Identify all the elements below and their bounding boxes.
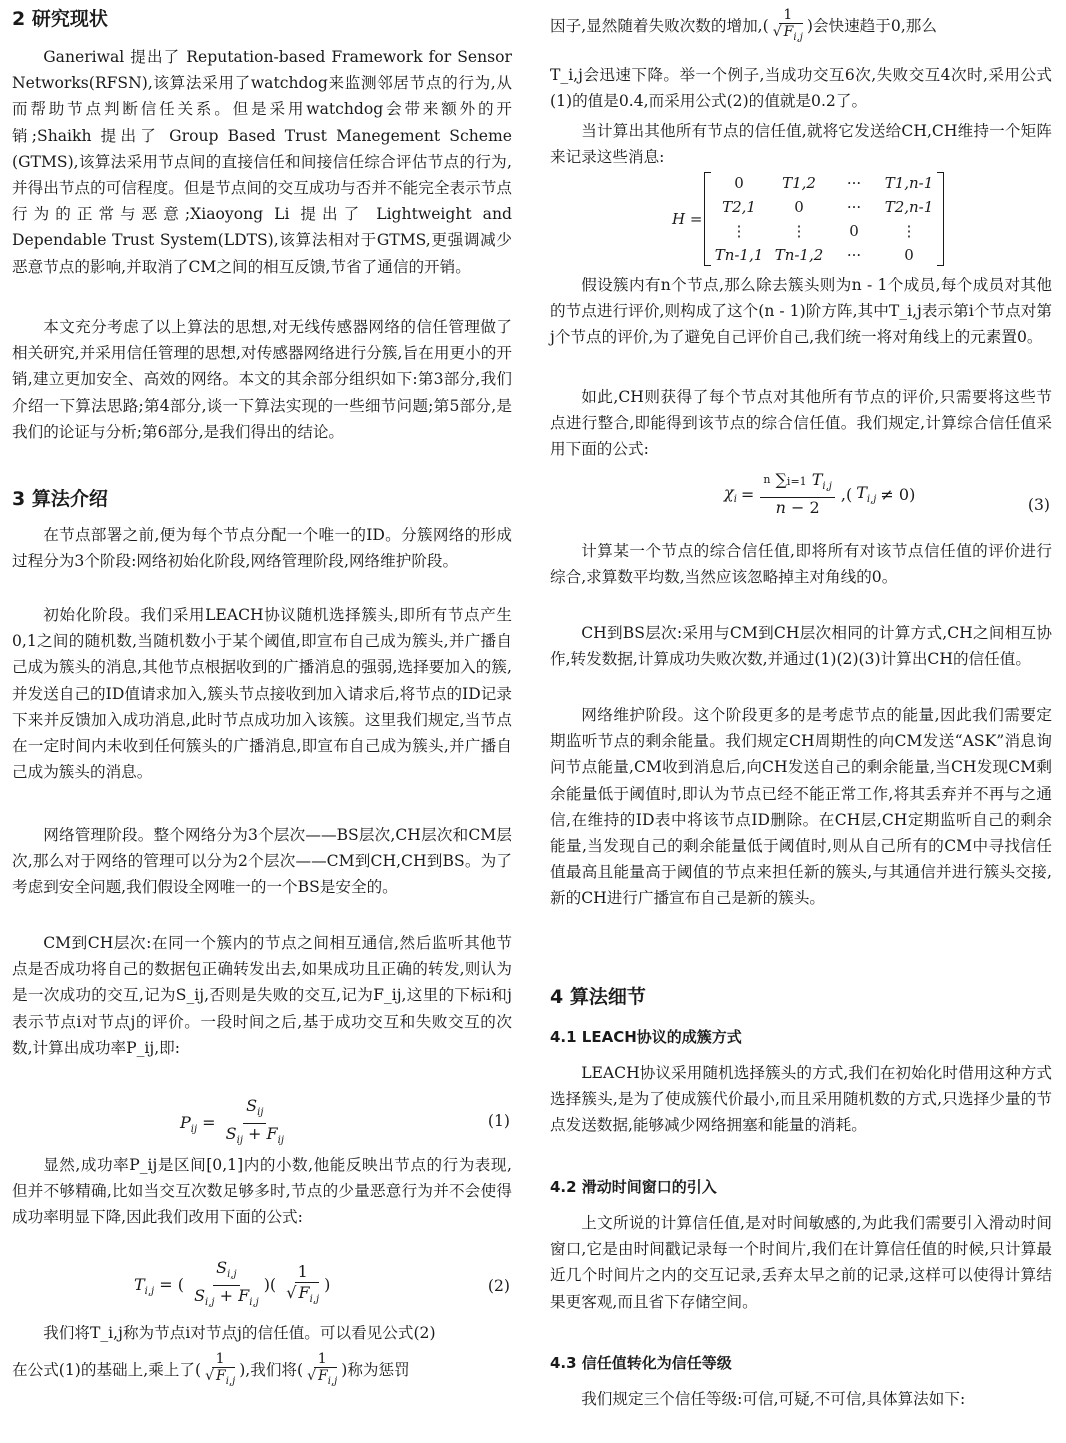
paragraph-leach: LEACH协议采用随机选择簇头的方式,我们在初始化时借用这种方式选择簇头,是为了使成簇代价最小,而且采用随机数的方式,只选择少量的节点发送数据,能够减少网络拥塞和能量的消耗。	[550, 1064, 1052, 1135]
equation-2	[12, 1258, 512, 1314]
paragraph-matrix-explain: 假设簇内有n个节点,那么除去簇头则为n - 1个成员,每个成员对其他的节点进行评价,则构成了这个(n - 1)阶方阵,其中T_i,j表示第i个节点对第j个节点的评价,为了避免自己评价自己,我们统一将对角线上的元素置0。	[550, 276, 1052, 347]
paragraph-trust-levels: 我们规定三个信任等级:可信,可疑,不可信,具体算法如下:	[581, 1390, 966, 1408]
paragraph-management: 网络管理阶段。整个网络分为3个层次——BS层次,CH层次和CM层次,那么对于网络的管理可以分为2个层次——CM到CH,CH到BS。为了考虑到安全问题,我们假设全网唯一的一个BS是安全的。	[12, 826, 512, 897]
matrix-cell: ···	[846, 174, 862, 192]
paragraph-ch-to-bs: CH到BS层次:采用与CM到CH层次相同的计算方式,CH之间相互协作,转发数据,计算成功失败次数,并通过(1)(2)(3)计算出CH的信任值。	[550, 624, 1052, 669]
matrix-cell: ⋮	[731, 222, 747, 240]
matrix-cell: ···	[846, 198, 862, 216]
penalty-fraction-2: $\frac{1}{√ F_{i,j}}$	[307, 1351, 338, 1387]
paragraph-initialization: 初始化阶段。我们采用LEACH协议随机选择簇头,即所有节点产生0,1之间的随机数,当随机数小于某个阈值,即宣布自己成为簇头,并广播自己成为簇头的消息,其他节点根据收到的广播消息的强弱,选择要加入的簇,并发送自己的ID值请求加入,簇头节点接收到加入请求后,将节点的ID记录下来并反馈加入成功消息,此时节点成功加入该簇。这里我们规定,当节点在一定时间内未收到任何簇头的广播消息,即宣布自己成为簇头,并广播自己成为簇头的消息。	[12, 606, 512, 782]
subsection-heading-4-2: 4.2 滑动时间窗口的引入	[550, 1178, 717, 1196]
section-heading-research-status: 2 研究现状	[12, 8, 108, 30]
section-heading-details: 4 算法细节	[550, 986, 646, 1008]
equation-3-number: (3)	[1027, 496, 1050, 514]
paragraph-sliding-window: 上文所说的计算信任值,是对时间敏感的,为此我们需要引入滑动时间窗口,它是由时间戳记录每一个时间片,我们在计算信任值的时候,只计算最近几个时间片之内的交互记录,丢弃太早之前的记录,这样可以使得计算结果更客观,而且省下存储空间。	[550, 1214, 1052, 1311]
matrix-cell: Tn-1,1	[714, 246, 764, 264]
paragraph-penalty-factor: 因子,显然随着失败次数的增加,( $\frac{1}{√ F_{i,j}}$ )会快速趋于0,那么	[550, 4, 1052, 48]
penalty-fraction-3: $\frac{1}{√ F_{i,j}}$	[772, 7, 803, 43]
paragraph-matrix-intro: 当计算出其他所有节点的信任值,就将它发送给CH,CH维持一个矩阵来记录这些消息:	[550, 122, 1052, 167]
paragraph-maintenance: 网络维护阶段。这个阶段更多的是考虑节点的能量,因此我们需要定期监听节点的剩余能量。我们规定CH周期性的向CM发送“ASK”消息询问节点能量,CM收到消息后,向CH发送自己的剩余能量,当CH发现CM剩余能量低于阈值时,即认为节点已经不能正常工作,将其丢弃并不再与之通信,在维持的ID表中将该节点ID删除。在CH层,CH定期监听自己的剩余能量,当发现自己的剩余能量低于阈值时,则从自己所有的CM中寻找信任值最高且能量高于阈值的节点来担任新的簇头,与其通信并进行簇头交接,新的CH进行广播宣布自己是新的簇头。	[550, 706, 1052, 908]
matrix-cell: 0	[904, 246, 914, 264]
penalty-fraction-1: $\frac{1}{√ F_{i,j}}$	[205, 1351, 236, 1387]
equation-1-body: $P_{ij}$ = $\frac{S_{ij}}{S_{ij} + F_{ij}}$	[180, 1096, 284, 1147]
equation-3	[550, 470, 1052, 540]
matrix-cell: ⋮	[901, 222, 917, 240]
matrix-cell: 0	[849, 222, 859, 240]
matrix-label: H =	[672, 210, 703, 228]
trust-matrix	[672, 172, 944, 266]
matrix-cell: T2,n-1	[884, 198, 934, 216]
section-heading-algorithm: 3 算法介绍	[12, 488, 108, 510]
paragraph-penalty-line: 在公式(1)的基础上,乘上了( $\frac{1}{√ F_{i,j}}$ ),我们将( $\frac{1}{√ F_{i,j}}$ )称为惩罚	[12, 1350, 512, 1390]
matrix-cell: ···	[846, 246, 862, 264]
matrix-cell: Tn-1,2	[774, 246, 824, 264]
paragraph-trust-value: 我们将T_i,j称为节点i对节点j的信任值。可以看见公式(2)	[43, 1324, 436, 1342]
subsection-heading-4-3: 4.3 信任值转化为信任等级	[550, 1354, 732, 1372]
paragraph-integration: 如此,CH则获得了每个节点对其他所有节点的评价,只需要将这些节点进行整合,即能得到该节点的综合信任值。我们规定,计算综合信任值采用下面的公式:	[550, 388, 1052, 459]
equation-2-number: (2)	[487, 1277, 510, 1295]
equation-3-body: $\chi_i$ = $\frac{^n \sum i=1 T_{i,j}}{n - 2}$ ,( $T_{i,j}$ ≠ 0)	[724, 470, 916, 518]
equation-1	[12, 1096, 512, 1146]
equation-2-body: $T_{i,j}$ = ( $\frac{S_{i,j}}{S_{i,j} + F_{i,j}}$ )( $\frac{1}{√ F_{i,j}}$ )	[134, 1258, 331, 1309]
paragraph-average: 计算某一个节点的综合信任值,即将所有对该节点信任值的评价进行综合,求算数平均数,当然应该忽略掉主对角线的0。	[550, 542, 1052, 587]
matrix-cell: T2,1	[722, 198, 756, 216]
paragraph-cm-to-ch: CM到CH层次:在同一个簇内的节点之间相互通信,然后监听其他节点是否成功将自己的数据包正确转发出去,如果成功且正确的转发,则认为是一次成功的交互,记为S_ij,否则是失败的交互,记为F_ij,这里的下标i和j表示节点i对节点j的评价。一段时间之后,基于成功交互和失败交互的次数,计算出成功率P_ij,即:	[12, 934, 512, 1057]
paragraph-example: T_i,j会迅速下降。举一个例子,当成功交互6次,失败交互4次时,采用公式(1)的值是0.4,而采用公式(2)的值就是0.2了。	[550, 66, 1052, 111]
equation-1-number: (1)	[487, 1112, 510, 1130]
matrix-cell: T1,2	[782, 174, 816, 192]
paragraph-paper-outline: 本文充分考虑了以上算法的思想,对无线传感器网络的信任管理做了相关研究,并采用信任管理的思想,对传感器网络进行分簇,旨在用更小的开销,建立更加安全、高效的网络。本文的其余部分组织如下:第3部分,我们介绍一下算法思路;第4部分,谈一下算法实现的一些细节问题;第5部分,是我们的论证与分析;第6部分,是我们得出的结论。	[12, 318, 512, 441]
matrix-cell: ⋮	[791, 222, 807, 240]
paragraph-phases: 在节点部署之前,便为每个节点分配一个唯一的ID。分簇网络的形成过程分为3个阶段:网络初始化阶段,网络管理阶段,网络维护阶段。	[12, 526, 512, 571]
subsection-heading-4-1: 4.1 LEACH协议的成簇方式	[550, 1028, 742, 1046]
paragraph-success-rate: 显然,成功率P_ij是区间[0,1]内的小数,他能反映出节点的行为表现,但并不够精确,比如当交互次数足够多时,节点的少量恶意行为并不会使得成功率明显下降,因此我们改用下面的公式:	[12, 1156, 512, 1227]
matrix-cell: 0	[734, 174, 744, 192]
matrix-cell: T1,n-1	[884, 174, 934, 192]
paragraph-related-work: Ganeriwal 提出了 Reputation-based Framework for Sensor Networks(RFSN),该算法采用了watchdog来监测邻居节点的行为,从而帮助节点判断信任关系。但是采用watchdog会带来额外的开销;Shaikh 提出了 Group Based Trust Manegement Scheme (GTMS),该算法采用节点间的直接信任和间接信任综合评估节点的行为,并得出节点的可信程度。但是节点间的交互成功与否并不能完全表示节点行为的正常与恶意;Xiaoyong Li 提出了 Lightweight and Dependable Trust System(LDTS),该算法相对于GTMS,更强调减少恶意节点的影响,并取消了CM之间的相互反馈,节省了通信的开销。	[12, 48, 512, 276]
matrix-cell: 0	[794, 198, 804, 216]
matrix-grid	[704, 172, 944, 266]
